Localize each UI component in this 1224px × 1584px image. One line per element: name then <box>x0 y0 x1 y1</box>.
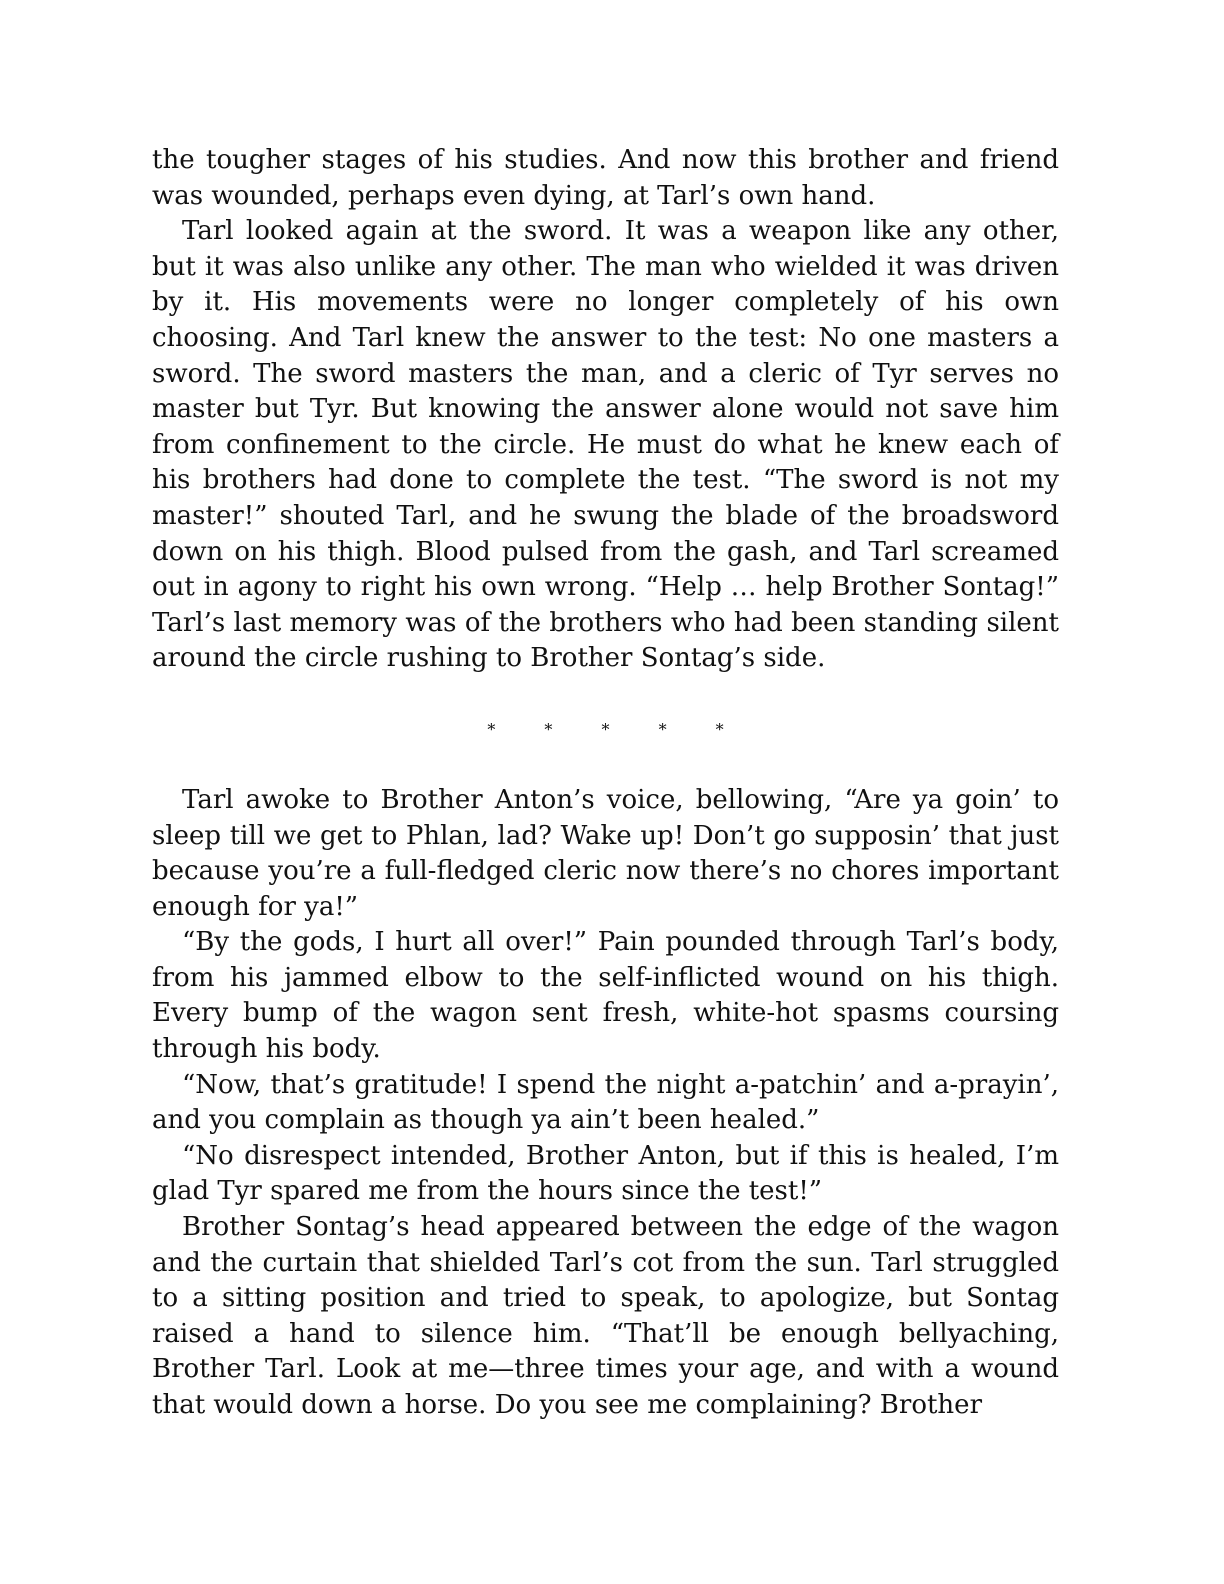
paragraph: “Now, that’s gratitude! I spend the night a-patchin’ and a-prayin’, and you complain as though ya ain’t been healed.” <box>152 1069 1059 1136</box>
paragraph: Brother Sontag’s head appeared between the edge of the wagon and the curtain that shielded Tarl’s cot from the sun. Tarl struggled to a sitting position and tried to speak, to apologize, but Sontag raised a hand to silence him. “That’ll be enough bellyaching, Brother Tarl. Look at me—three times your age, and with a wound that would down a horse. Do you see me complaining? Brother <box>152 1212 1059 1420</box>
paragraph: “By the gods, I hurt all over!” Pain pounded through Tarl’s body, from his jammed elbow to the self-inflicted wound on his thigh. Every bump of the wagon sent fresh, white-hot spasms coursing through his body. <box>152 927 1059 1065</box>
paragraph: Tarl awoke to Brother Anton’s voice, bellowing, “Are ya goin’ to sleep till we get to Phlan, lad? Wake up! Don’t go supposin’ that just because you’re a full-fledged cleric now there’s no chores important enough for ya!” <box>152 784 1059 922</box>
book-page <box>152 143 1059 1424</box>
paragraph: “No disrespect intended, Brother Anton, but if this is healed, I’m glad Tyr spared me from the hours since the test!” <box>152 1140 1059 1207</box>
scene-break: * * * * * <box>487 719 746 739</box>
paragraph: Tarl looked again at the sword. It was a weapon like any other, but it was also unlike any other. The man who wielded it was driven by it. His movements were no longer completely of his own choosing. And Tarl knew the answer to the test: No one masters a sword. The sword masters the man, and a cleric of Tyr serves no master but Tyr. But knowing the answer alone would not save him from confinement to the circle. He must do what he knew each of his brothers had done to complete the test. “The sword is not my master!” shouted Tarl, and he swung the blade of the broadsword down on his thigh. Blood pulsed from the gash, and Tarl screamed out in agony to right his own wrong. “Help … help Brother Sontag!” Tarl’s last memory was of the brothers who had been standing silent around the circle rushing to Brother Sontag’s side. <box>152 216 1059 674</box>
paragraph-continued: the tougher stages of his studies. And now this brother and friend was wounded, perhaps even dying, at Tarl’s own hand. <box>152 145 1059 211</box>
